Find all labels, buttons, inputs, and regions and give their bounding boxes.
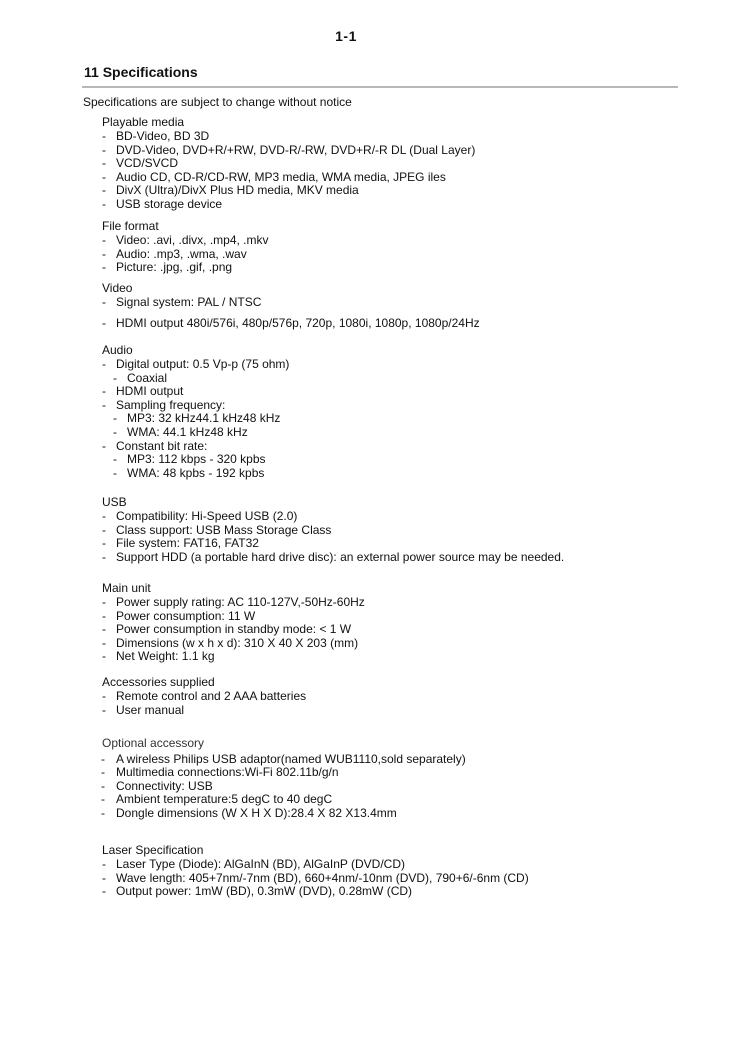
- spec-item-text: Output power: 1mW (BD), 0.3mW (DVD), 0.28mW (CD): [116, 884, 413, 899]
- spec-item: [102, 261, 702, 275]
- list-dash: -: [102, 315, 106, 330]
- spec-item-text: Constant bit rate:: [116, 438, 208, 453]
- section-title: Laser Specification: [102, 843, 204, 857]
- spec-item: [102, 704, 702, 718]
- section-title: Audio: [102, 343, 133, 357]
- list-dash: -: [102, 536, 106, 551]
- list-dash: -: [113, 370, 117, 385]
- section-heading: 11 Specifications: [84, 64, 198, 80]
- list-dash: -: [113, 452, 117, 467]
- spec-item: [102, 372, 702, 386]
- spec-item: [102, 426, 702, 440]
- spec-item: [102, 248, 702, 262]
- spec-item-text: Compatibility: Hi-Speed USB (2.0): [116, 509, 298, 524]
- list-dash: -: [101, 792, 105, 807]
- list-dash: -: [102, 595, 106, 610]
- spec-item-text: File system: FAT16, FAT32: [116, 536, 259, 551]
- spec-item-text: VCD/SVCD: [116, 156, 179, 171]
- spec-item: [102, 184, 702, 198]
- section-title: File format: [102, 219, 159, 233]
- list-dash: -: [102, 260, 106, 275]
- spec-item-text: DVD-Video, DVD+R/+RW, DVD-R/-RW, DVD+R/-R DL (Dual Layer): [116, 142, 476, 157]
- spec-item: [102, 399, 702, 413]
- spec-item-text: Sampling frequency:: [116, 397, 226, 412]
- section-title: Main unit: [102, 581, 151, 595]
- section-audio: [102, 344, 702, 480]
- spec-item: [102, 440, 702, 454]
- section-file-format: [102, 220, 702, 275]
- spec-item: [102, 198, 702, 212]
- spec-item: [102, 510, 702, 524]
- spec-item-text: HDMI output 480i/576i, 480p/576p, 720p, 1080i, 1080p, 1080p/24Hz: [116, 315, 480, 330]
- spec-item-text: MP3: 112 kbps - 320 kpbs: [127, 452, 266, 467]
- spec-item-text: Dongle dimensions (W X H X D):28.4 X 82 X13.4mm: [116, 805, 397, 820]
- spec-item-text: Signal system: PAL / NTSC: [116, 295, 262, 310]
- spec-item-text: BD-Video, BD 3D: [116, 129, 210, 144]
- spec-item-text: Support HDD (a portable hard drive disc): an external power source may be needed.: [116, 549, 565, 564]
- page-number: 1-1: [335, 28, 357, 44]
- list-dash: -: [102, 549, 106, 564]
- list-dash: -: [102, 857, 106, 872]
- spec-item: [102, 385, 702, 399]
- list-dash: -: [113, 425, 117, 440]
- list-dash: -: [102, 156, 106, 171]
- section-title: Video: [102, 281, 133, 295]
- list-dash: -: [101, 805, 105, 820]
- list-dash: -: [102, 649, 106, 664]
- spec-item: [102, 537, 702, 551]
- spec-item: [102, 453, 702, 467]
- spec-item: [102, 637, 702, 651]
- spec-item-text: Audio: .mp3, .wma, .wav: [116, 246, 247, 261]
- section-main-unit: [102, 582, 702, 664]
- spec-item-text: Connectivity: USB: [116, 778, 213, 793]
- list-dash: -: [113, 411, 117, 426]
- heading-divider: [82, 86, 678, 88]
- notice-text: Specifications are subject to change without notice: [83, 95, 352, 109]
- spec-item: [102, 793, 702, 807]
- spec-item-text: A wireless Philips USB adaptor(named WUB1110,sold separately): [116, 751, 466, 766]
- list-dash: -: [102, 622, 106, 637]
- spec-item: [102, 358, 702, 372]
- spec-item: [102, 753, 702, 767]
- section-usb: [102, 496, 702, 564]
- spec-item: [102, 807, 702, 821]
- list-dash: -: [102, 884, 106, 899]
- list-dash: -: [102, 129, 106, 144]
- spec-item: [102, 766, 702, 780]
- spec-item: [102, 650, 702, 664]
- spec-item-text: Class support: USB Mass Storage Class: [116, 522, 332, 537]
- section-video: [102, 282, 702, 330]
- spec-item-text: Dimensions (w x h x d): 310 X 40 X 203 (mm): [116, 635, 359, 650]
- spec-item-text: Power consumption: 11 W: [116, 608, 256, 623]
- list-dash: -: [102, 635, 106, 650]
- list-dash: -: [102, 183, 106, 198]
- list-dash: -: [102, 246, 106, 261]
- list-dash: -: [102, 233, 106, 248]
- spec-item: [102, 596, 702, 610]
- spec-item: [102, 171, 702, 185]
- spec-item-text: Wave length: 405+7nm/-7nm (BD), 660+4nm/-10nm (DVD), 790+6/-6nm (CD): [116, 870, 529, 885]
- spec-item-text: DivX (Ultra)/DivX Plus HD media, MKV media: [116, 183, 359, 198]
- list-dash: -: [102, 689, 106, 704]
- list-dash: -: [102, 295, 106, 310]
- section-title: Accessories supplied: [102, 675, 215, 689]
- list-dash: -: [102, 522, 106, 537]
- spec-item-text: Power consumption in standby mode: < 1 W: [116, 622, 352, 637]
- spec-item-text: Picture: .jpg, .gif, .png: [116, 260, 233, 275]
- list-dash: -: [102, 397, 106, 412]
- spec-item-text: Remote control and 2 AAA batteries: [116, 689, 307, 704]
- spec-item: [102, 610, 702, 624]
- list-dash: -: [102, 142, 106, 157]
- spec-item: [102, 467, 702, 481]
- spec-item-text: WMA: 48 kpbs - 192 kpbs: [127, 465, 265, 480]
- spec-item-text: HDMI output: [116, 384, 184, 399]
- spec-item-text: Coaxial: [127, 370, 168, 385]
- spec-item: [102, 524, 702, 538]
- spec-item-text: MP3: 32 kHz44.1 kHz48 kHz: [127, 411, 281, 426]
- spec-item: [102, 144, 702, 158]
- section-title: USB: [102, 495, 127, 509]
- list-dash: -: [102, 438, 106, 453]
- section-playable-media: [102, 116, 702, 212]
- list-dash: -: [102, 509, 106, 524]
- spec-item: [102, 623, 702, 637]
- spec-item-text: Laser Type (Diode): AlGaInN (BD), AlGaInP (DVD/CD): [116, 857, 405, 872]
- list-dash: -: [102, 384, 106, 399]
- spec-item: [102, 296, 702, 310]
- list-dash: -: [102, 702, 106, 717]
- list-dash: -: [101, 778, 105, 793]
- spec-item-text: Digital output: 0.5 Vp-p (75 ohm): [116, 357, 290, 372]
- spec-item: [102, 317, 702, 331]
- list-dash: -: [102, 169, 106, 184]
- spec-item: [102, 858, 702, 872]
- spec-item-text: Net Weight: 1.1 kg: [116, 649, 215, 664]
- spec-item-text: Multimedia connections:Wi-Fi 802.11b/g/n: [116, 765, 339, 780]
- spec-item: [102, 551, 702, 565]
- spec-item: [102, 157, 702, 171]
- list-dash: -: [102, 870, 106, 885]
- spec-item: [102, 130, 702, 144]
- section-title: Optional accessory: [102, 736, 205, 750]
- list-dash: -: [102, 197, 106, 212]
- spec-item: [102, 690, 702, 704]
- list-dash: -: [113, 465, 117, 480]
- list-dash: -: [101, 751, 105, 766]
- spec-item-text: Ambient temperature:5 degC to 40 degC: [116, 792, 333, 807]
- list-dash: -: [102, 608, 106, 623]
- spec-item-text: Audio CD, CD-R/CD-RW, MP3 media, WMA media, JPEG iles: [116, 169, 446, 184]
- list-dash: -: [102, 357, 106, 372]
- list-dash: -: [101, 765, 105, 780]
- spec-item: [102, 780, 702, 794]
- spec-item-text: USB storage device: [116, 197, 223, 212]
- spec-item-text: WMA: 44.1 kHz48 kHz: [127, 425, 248, 440]
- spec-item-text: Video: .avi, .divx, .mp4, .mkv: [116, 233, 269, 248]
- spec-item: [102, 234, 702, 248]
- section-laser-specification: [102, 844, 702, 899]
- spec-item: [102, 885, 702, 899]
- spec-item: [102, 872, 702, 886]
- section-title: Playable media: [102, 115, 185, 129]
- spec-item-text: User manual: [116, 702, 185, 717]
- section-accessories: [102, 676, 702, 717]
- spec-item: [102, 412, 702, 426]
- section-optional-accessory: [102, 737, 702, 821]
- spec-item-text: Power supply rating: AC 110-127V,-50Hz-60Hz: [116, 595, 365, 610]
